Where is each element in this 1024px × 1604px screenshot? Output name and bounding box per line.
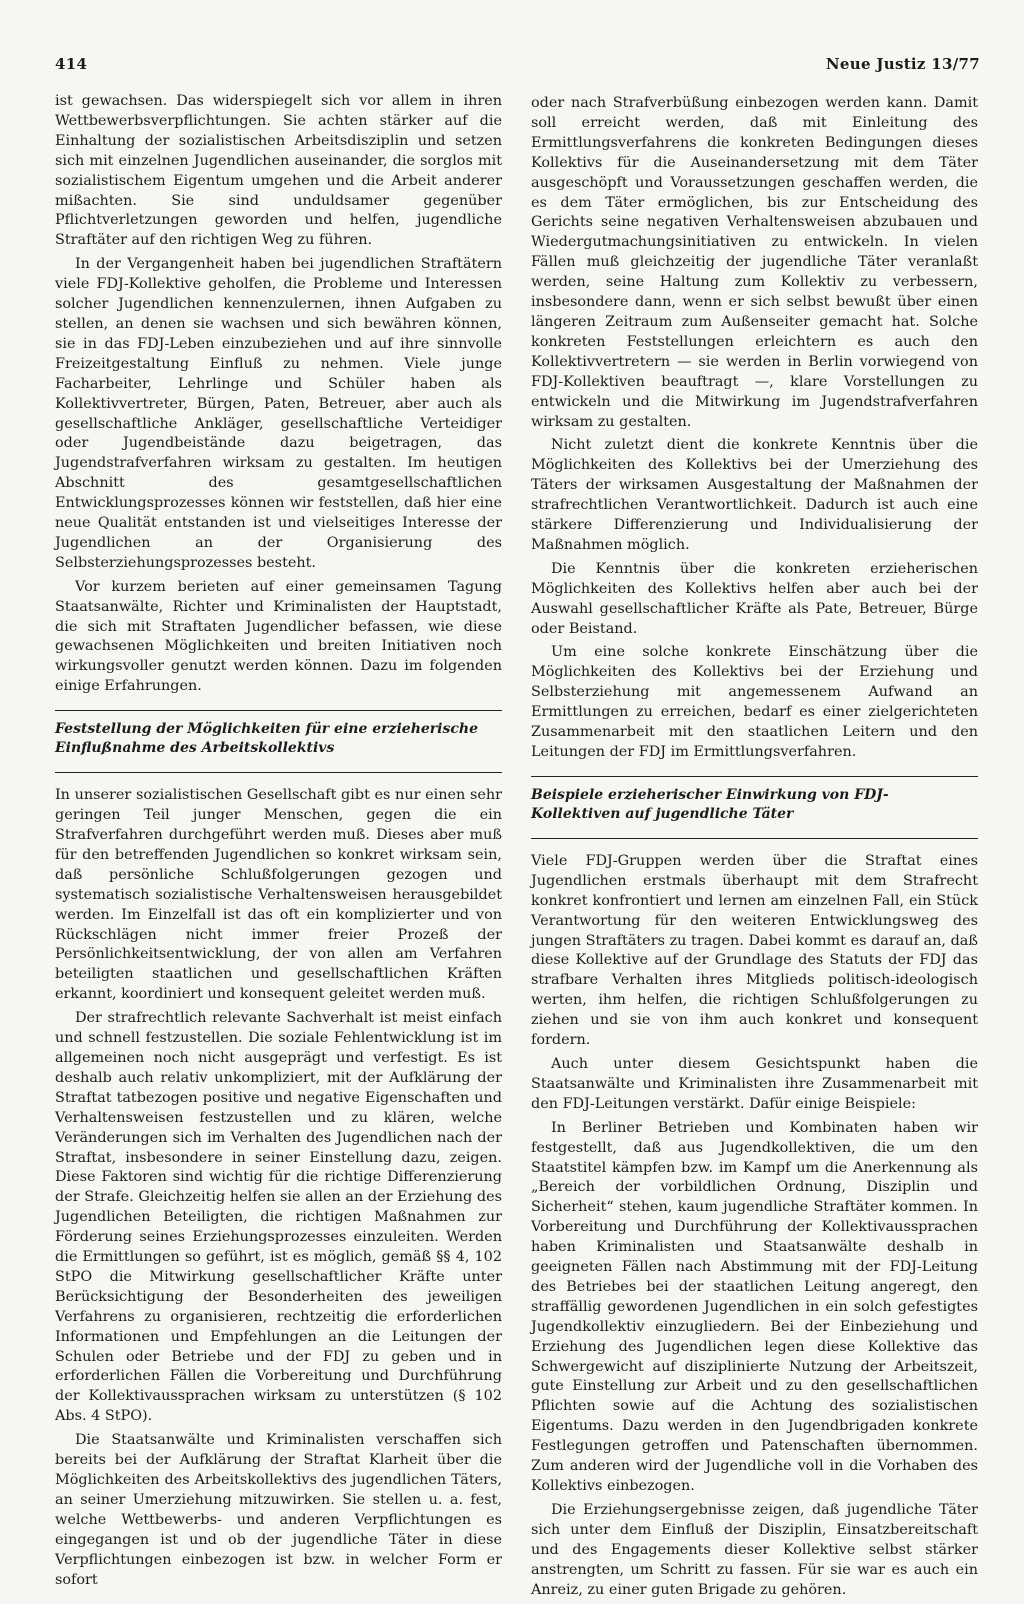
paragraph: ist gewachsen. Das widerspiegelt sich vor allem in ihren Wettbewerbsverpflichtungen. Sie achten stärker auf die Einhaltung der sozialistischen Arbeitsdisziplin und setzen sich mit einzelnen Jugendlichen auseinander, die sorglos mit sozialistischem Eigentum umgehen und die Arbeit anderer mißachten. Sie sind unduldsamer gegenüber Pflichtverletzungen geworden und helfen, jugendliche Straftäter auf den richtigen Weg zu führen.	[55, 93, 502, 249]
paragraph: Nicht zuletzt dient die konkrete Kenntnis über die Möglichkeiten des Kollektivs bei der Umerziehung des Täters der wirksamen Ausgestaltung der Maßnahmen der strafrechtlichen Verantwortlichkeit. Dadurch ist auch eine stärkere Differenzierung und Individualisierung der Maßnahmen möglich.	[531, 437, 978, 553]
paragraph: Die Kenntnis über die konkreten erzieherischen Möglichkeiten des Kollektivs helfen aber auch bei der Auswahl gesellschaftlicher Kräfte als Pate, Betreuer, Bürge oder Beistand.	[531, 560, 978, 637]
paragraph: Die Erziehungsergebnisse zeigen, daß jugendliche Täter sich unter dem Einfluß der Disziplin, Einsatzbereitschaft und des Engagements dieser Kollektive selbst stärker anstrengten, um Schritt zu fassen. Für sie war es auch ein Anreiz, zu einer guten Brigade zu gehören.	[531, 1501, 978, 1598]
paragraph: In unserer sozialistischen Gesellschaft gibt es nur einen sehr geringen Teil junger Menschen, gegen die ein Strafverfahren durchgeführt werden muß. Dieses aber muß für den betreffenden Jugendlichen so konkret wirksam sein, daß persönliche Schlußfolgerungen gezogen und systematisch sozialistische Verhaltensweisen herausgebildet werden. Im Einzelfall ist das oft ein komplizierter und von Rückschlägen nicht immer freier Prozeß der Persönlichkeitsentwicklung, der von allen am Verfahren beteiligten staatlichen und gesellschaftlichen Kräften erkannt, koordiniert und konsequent geleitet werden muß.	[55, 787, 502, 1003]
paragraph: In Berliner Betrieben und Kombinaten haben wir festgestellt, daß aus Jugendkollektiven, die um den Staatstitel kämpfen bzw. im Kampf um die Anerkennung als „Bereich der vorbildlichen Ordnung, Disziplin und Sicherheit“ stehen, kaum jugendliche Straftäter kommen. In Vorbereitung und Durchführung der Kollektivaussprachen haben Kriminalisten und Staatsanwälte deshalb in geeigneten Fällen nach Abstimmung mit der FDJ-Leitung des Betriebes bei der staatlichen Leitung angeregt, den straffällig gewordenen Jugendlichen in ein solch gefestigtes Jugendkollektiv einzugliedern. Bei der Einbeziehung und Erziehung des Jugendlichen legen diese Kollektive das Schwergewicht auf disziplinierte Nutzung der Arbeitszeit, gute Einstellung zur Arbeit und zu den gesellschaftlichen Pflichten sowie auf die Achtung des sozialistischen Eigentums. Dazu werden in den Jugendbrigaden konkrete Festlegungen getroffen und Patenschaften übernommen. Zum anderen wird der Jugendliche voll in die Vorhaben des Kollektivs einbezogen.	[531, 1119, 978, 1494]
page-number: 414	[55, 55, 88, 73]
section-heading: Feststellung der Möglichkeiten für eine erzieherische Einflußnahme des Arbeitskollektivs	[55, 710, 502, 773]
paragraph: oder nach Strafverbüßung einbezogen werden kann. Damit soll erreicht werden, daß mit Einleitung des Ermittlungsverfahrens die konkreten Bedingungen dieses Kollektivs für die Auseinandersetzung mit dem Täter ausgeschöpft und Voraussetzungen geschaffen werden, die es dem Täter ermöglichen, bis zur Entscheidung des Gerichts seine negativen Verhaltensweisen abzubauen und Wiedergutmachungsinitiativen zu entwickeln. In vielen Fällen muß gleichzeitig der jugendliche Täter veranlaßt werden, seine Haltung zum Kollektiv zu verbessern, insbesondere dann, wenn er sich selbst bewußt über einen längeren Zeitraum zum Außenseiter gemacht hat. Solche konkreten Feststellungen erleichtern es auch den Kollektivvertretern — sie werden in Berlin vorwiegend von FDJ-Kollektiven beauftragt —, klare Vorstellungen zu entwickeln und die Mitwirkung im Jugendstrafverfahren wirksam zu gestalten.	[531, 95, 978, 430]
paragraph: Um eine solche konkrete Einschätzung über die Möglichkeiten des Kollektivs bei der Erziehung und Selbsterziehung mit angemessenem Aufwand an Ermittlungen zu erreichen, bedarf es einer zielgerichteten Zusammenarbeit mit den staatlichen Leitern und den Leitungen der FDJ im Ermittlungsverfahren.	[531, 644, 978, 760]
journal-issue: Neue Justiz 13/77	[825, 55, 980, 73]
left-column	[55, 92, 502, 1594]
paragraph: Viele FDJ-Gruppen werden über die Straftat eines Jugendlichen erstmals überhaupt mit dem Strafrecht konkret konfrontiert und lernen am einzelnen Fall, ein Stück Verantwortung für den weiteren Entwicklungsweg des jungen Straftäters zu tragen. Dabei kommt es darauf an, daß diese Kollektive auf der Grundlage des Statuts der FDJ das strafbare Verhalten ihres Mitglieds politisch-ideologisch werten, ihm helfen, die richtigen Schlußfolgerungen zu ziehen und sie von ihm auch konkret und konsequent fordern.	[531, 852, 978, 1049]
page-header	[55, 55, 980, 79]
paragraph: Der strafrechtlich relevante Sachverhalt ist meist einfach und schnell festzustellen. Die soziale Fehlentwicklung ist im allgemeinen noch nicht ausgeprägt und verfestigt. Es ist deshalb auch relativ unkompliziert, mit der Aufklärung der Straftat tatbezogen positive und negative Eigenschaften und Verhaltensweisen festzustellen und zu klären, welche Veränderungen sich im Verhalten des Jugendlichen nach der Straftat, insbesondere in seiner Einstellung dazu, zeigen. Diese Faktoren sind wichtig für die richtige Differenzierung der Strafe. Gleichzeitig helfen sie allen an der Erziehung des Jugendlichen Beteiligten, die richtigen Maßnahmen zur Förderung seines Erziehungsprozesses einzuleiten. Werden die Ermittlungen so geführt, ist es möglich, gemäß §§ 4, 102 StPO die Mitwirkung gesellschaftlicher Kräfte unter Berücksichtigung der Besonderheiten des jeweiligen Verfahrens zu organisieren, rechtzeitig die erforderlichen Informationen und Empfehlungen an die Leitungen der Schulen oder Betriebe und der FDJ zu geben und in erforderlichen Fällen die Vorbereitung und Durchführung der Kollektivaussprachen wirksam zu unterstützen (§ 102 Abs. 4 StPO).	[55, 1010, 502, 1425]
right-column	[531, 94, 978, 1604]
paragraph: Auch unter diesem Gesichtspunkt haben die Staatsanwälte und Kriminalisten ihre Zusammenarbeit mit den FDJ-Leitungen verstärkt. Dafür einige Beispiele:	[531, 1055, 978, 1112]
paragraph: Vor kurzem berieten auf einer gemeinsamen Tagung Staatsanwälte, Richter und Kriminalisten der Hauptstadt, die sich mit Straftaten Jugendlicher befassen, wie diese gewachsenen Möglichkeiten und breiten Initiativen noch wirkungsvoller genutzt werden können. Dazu im folgenden einige Erfahrungen.	[55, 578, 502, 695]
section-heading: Beispiele erzieherischer Einwirkung von FDJ-Kollektiven auf jugendliche Täter	[531, 776, 978, 839]
paragraph: Die Staatsanwälte und Kriminalisten verschaffen sich bereits bei der Aufklärung der Straftat Klarheit über die Möglichkeiten des Arbeitskollektivs des jugendlichen Täters, an seiner Umerziehung mitzuwirken. Sie stellen u. a. fest, welche Wettbewerbs- und anderen Verpflichtungen es eingegangen ist und ob der jugendliche Täter in diese Verpflichtungen einbezogen ist bzw. in welcher Form er sofort	[55, 1432, 502, 1588]
paragraph: In der Vergangenheit haben bei jugendlichen Straftätern viele FDJ-Kollektive geholfen, die Probleme und Interessen solcher Jugendlichen kennenzulernen, ihnen Aufgaben zu stellen, an denen sie wachsen und sich bewähren können, sie in das FDJ-Leben einzubeziehen und auf ihre sinnvolle Freizeitgestaltung Einfluß zu nehmen. Viele junge Facharbeiter, Lehrlinge und Schüler haben als Kollektivvertreter, Bürgen, Paten, Betreuer, aber auch als gesellschaftliche Ankläger, gesellschaftliche Verteidiger oder Jugendbeistände dazu beigetragen, das Jugendstrafverfahren wirksam zu gestalten. Im heutigen Abschnitt des gesamtgesellschaftlichen Entwicklungsprozesses können wir feststellen, daß hier eine neue Qualität entstanden ist und vielseitiges Interesse der Jugendlichen an der Organisierung des Selbsterziehungsprozesses besteht.	[55, 256, 502, 571]
